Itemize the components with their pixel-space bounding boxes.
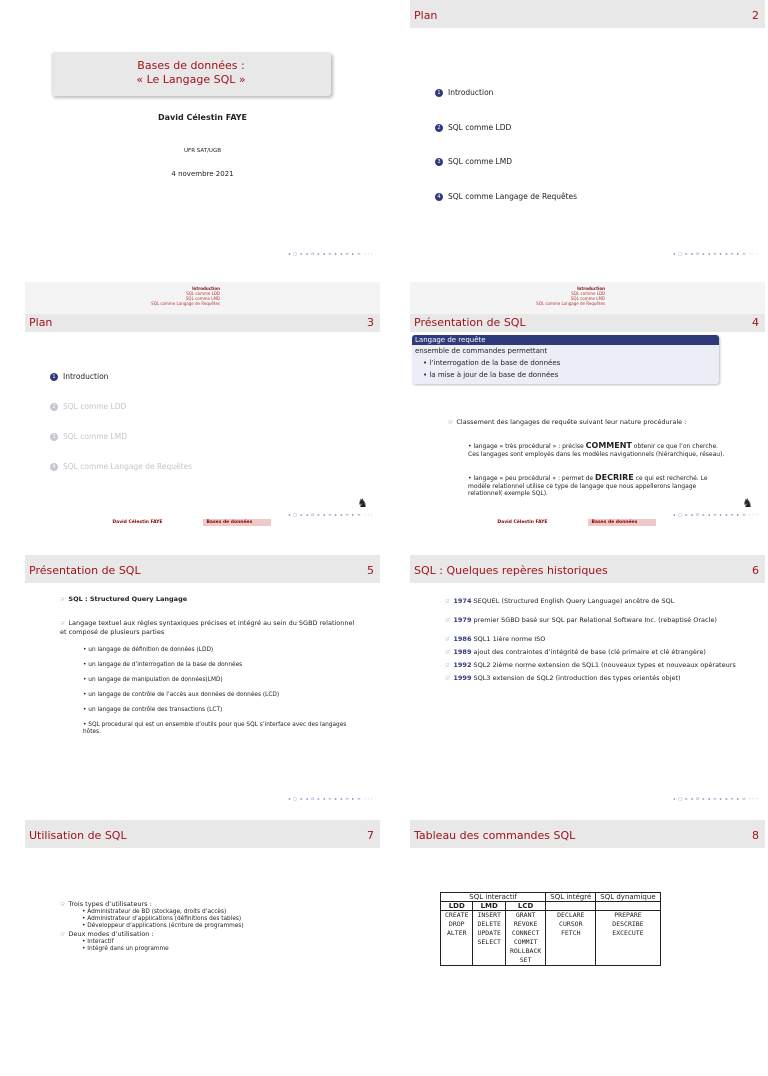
header-interactif: SQL interactif <box>441 893 546 902</box>
pointing-hand-icon: ☞ <box>448 419 454 426</box>
frame-number: 4 <box>752 316 759 329</box>
list-item: • Intégré dans un programme <box>82 946 169 952</box>
toc-item[interactable]: 2 SQL comme LDD <box>435 123 511 132</box>
list <box>60 909 360 930</box>
commands-table <box>440 892 661 966</box>
frame-title-bar <box>25 820 380 848</box>
frame-title: Présentation de SQL <box>29 564 141 577</box>
bullet-icon: 1 <box>435 89 443 97</box>
footer-author: David Célestin FAYE <box>497 520 548 525</box>
header-ldd: LDD <box>441 902 473 911</box>
pointing-hand-icon: ☞ <box>445 636 451 643</box>
para: ☞ Langage textuel aux règles syntaxiques précises et intégré au sein du SGBD relationnel et composé de plusieurs parties <box>60 619 355 636</box>
bullet-icon: 3 <box>50 433 58 441</box>
pointing-hand-icon: ☞ <box>60 620 66 627</box>
frame-title-bar <box>410 820 765 848</box>
list-item: • un langage de définition de données (LDD) <box>83 647 214 653</box>
slide-1 <box>25 0 380 256</box>
pointing-hand-icon: ☞ <box>60 901 66 908</box>
cell-lmd: INSERT DELETE UPDATE SELECT <box>473 911 505 966</box>
block-title: Langage de requête <box>412 335 719 345</box>
cell-integre: DECLARE CURSOR FETCH <box>546 911 596 966</box>
author: David Célestin FAYE <box>157 113 247 122</box>
list <box>83 647 353 736</box>
timeline-item: ☞ 1999 SQL3 extension de SQL2 (introduction des types orientés objet) <box>445 674 681 682</box>
bullet-icon: 3 <box>435 158 443 166</box>
pointing-hand-icon: ☞ <box>445 662 451 669</box>
para: ☞ Deux modes d’utilisation : <box>60 930 154 938</box>
beamer-nav[interactable]: ◂ ▢ ▸ ◂ ⊡ ▸ ◂ ≡ ▸ ◂ ≡ ▸ ≡ ◦◦◦ <box>673 251 759 256</box>
frame-title: Présentation de SQL <box>414 316 526 329</box>
frame-title: Utilisation de SQL <box>29 829 127 842</box>
frame-number: 8 <box>752 829 759 842</box>
block-line: ensemble de commandes permettant <box>415 347 548 355</box>
timeline-item: ☞ 1986 SQL1 1ière norme ISO <box>445 635 546 643</box>
pointing-hand-icon: ☞ <box>445 617 451 624</box>
item-procedural: • langage « très procédural » : précise COMMENT obtenir ce que l’on cherche. Ces langages sont employés dans les modèles navigationnels (hiérarchique, réseau). <box>468 441 725 458</box>
item-peu-procedural: • langage « peu procédural » : permet de DECRIRE ce qui est recherché. Le modèle relationnel utilise ce type de langage que nous appellerons langage relationnel( exemple SQL). <box>468 473 708 497</box>
toc-item[interactable]: 4 SQL comme Langage de Requêtes <box>50 462 192 471</box>
footer <box>25 519 380 527</box>
frame-number: 7 <box>367 829 374 842</box>
slide-4 <box>410 282 765 538</box>
list <box>60 939 360 953</box>
toc-item[interactable]: 3 SQL comme LMD <box>50 432 127 441</box>
bullet-icon: 2 <box>435 124 443 132</box>
frame-title: Plan <box>414 9 438 22</box>
para-classement: ☞ Classement des langages de requête suivant leur nature procédurale : <box>448 418 687 426</box>
frame-number: 3 <box>367 316 374 329</box>
timeline <box>445 597 745 683</box>
footer <box>410 519 765 527</box>
timeline-item: ☞ 1992 SQL2 2ième norme extension de SQL1 (nouveaux types et nouveaux opérateurs <box>445 661 736 669</box>
toc-item[interactable]: 1 Introduction <box>435 88 493 97</box>
list-item: • un langage de contrôle de l’accès aux données de données (LCD) <box>83 692 280 698</box>
beamer-nav[interactable]: ◂ ▢ ▸ ◂ ⊡ ▸ ◂ ≡ ▸ ◂ ≡ ▸ ≡ ◦◦◦ <box>288 796 374 801</box>
section-navigation: Introduction SQL comme LDD SQL comme LMD SQL comme Langage de Requêtes <box>25 282 380 314</box>
slide-8 <box>410 820 765 1076</box>
bullet-icon: 2 <box>50 403 58 411</box>
institution: UFR SAT/UGB <box>184 148 221 154</box>
header-dynamique: SQL dynamique <box>596 893 660 902</box>
heading: ☞ SQL : Structured Query Langage <box>60 595 188 603</box>
list-item: • Administrateur de BD (stockage, droits d’accès) <box>82 909 227 915</box>
pointing-hand-icon: ☞ <box>445 675 451 682</box>
bullet-icon: 1 <box>50 373 58 381</box>
slide-2 <box>410 0 765 256</box>
beamer-nav[interactable]: ◂ ▢ ▸ ◂ ⊡ ▸ ◂ ≡ ▸ ◂ ≡ ▸ ≡ ◦◦◦ <box>673 796 759 801</box>
frame-number: 2 <box>752 9 759 22</box>
definition-block <box>412 335 719 384</box>
list-item: • Administrateur d’applications (définitions des tables) <box>82 916 242 922</box>
beamer-nav[interactable]: ◂ ▢ ▸ ◂ ⊡ ▸ ◂ ≡ ▸ ◂ ≡ ▸ ≡ ◦◦◦ <box>288 251 374 256</box>
bullet-icon: 4 <box>435 193 443 201</box>
slide-7 <box>25 820 380 1076</box>
frame-title: Tableau des commandes SQL <box>414 829 576 842</box>
pointing-hand-icon: ☞ <box>445 649 451 656</box>
timeline-item: ☞ 1974 SEQUEL (Structured English Query Language) ancêtre de SQL <box>445 597 675 605</box>
pointing-hand-icon: ☞ <box>445 598 451 605</box>
title-box <box>51 52 331 96</box>
list-item: • SQL procedural qui est un ensemble d’outils pour que SQL s’interface avec des langages hôtes. <box>83 722 347 735</box>
block-item: • la mise à jour de la base de données <box>423 371 559 379</box>
frame-number: 6 <box>752 564 759 577</box>
logo-icon: ♞ <box>742 496 753 510</box>
cell-dynamique: PREPARE DESCRIBE EXCECUTE <box>596 911 660 966</box>
slide-5 <box>25 555 380 811</box>
list-item: • un langage de contrôle des transactions (LCT) <box>83 707 223 713</box>
pointing-hand-icon: ☞ <box>60 596 66 603</box>
list-item: • Développeur d’applications (écriture de programmes) <box>82 923 244 929</box>
footer-title: Bases de données <box>588 519 656 526</box>
frame-title-bar <box>410 314 765 332</box>
usage <box>60 900 360 953</box>
frame-title: SQL : Quelques repères historiques <box>414 564 608 577</box>
title-line-1: Bases de données : <box>137 59 245 72</box>
logo-icon: ♞ <box>357 496 368 510</box>
bullet-icon: 4 <box>50 463 58 471</box>
slide-6 <box>410 555 765 811</box>
list-item: • un langage de d’interrogation de la base de données <box>83 662 243 668</box>
frame-title-bar <box>25 314 380 332</box>
toc-item[interactable]: 1 Introduction <box>50 372 108 381</box>
title-line-2: « Le Langage SQL » <box>136 73 246 86</box>
header-integre: SQL intégré <box>546 893 596 902</box>
cell-ldd: CREATE DROP ALTER <box>441 911 473 966</box>
frame-title-bar <box>410 555 765 583</box>
frame-number: 5 <box>367 564 374 577</box>
cell-lcd: GRANT REVOKE CONNECT COMMIT ROLLBACK SET <box>505 911 545 966</box>
pointing-hand-icon: ☞ <box>60 931 66 938</box>
timeline-item: ☞ 1979 premier SGBD basé sur SQL par Relational Software Inc. (rebaptisé Oracle) <box>445 616 717 624</box>
frame-title-bar <box>410 0 765 28</box>
toc-item[interactable]: 2 SQL comme LDD <box>50 402 126 411</box>
section-navigation: Introduction SQL comme LDD SQL comme LMD SQL comme Langage de Requêtes <box>410 282 765 314</box>
para: ☞ Trois types d’utilisateurs : <box>60 900 152 908</box>
toc-item[interactable]: 4 SQL comme Langage de Requêtes <box>435 192 577 201</box>
list-item: • Interactif <box>82 939 114 945</box>
header-lmd: LMD <box>473 902 505 911</box>
frame-title: Plan <box>29 316 53 329</box>
timeline-item: ☞ 1989 ajout des contraintes d’intégrité de base (clé primaire et clé étrangère) <box>445 648 706 656</box>
footer-author: David Célestin FAYE <box>112 520 163 525</box>
beamer-nav[interactable]: ◂ ▢ ▸ ◂ ⊡ ▸ ◂ ≡ ▸ ◂ ≡ ▸ ≡ ◦◦◦ <box>673 512 759 517</box>
list-item: • un langage de manipulation de données(LMD) <box>83 677 223 683</box>
footer-title: Bases de données <box>203 519 271 526</box>
toc-item[interactable]: 3 SQL comme LMD <box>435 157 512 166</box>
header-lcd: LCD <box>505 902 545 911</box>
date: 4 novembre 2021 <box>171 170 234 178</box>
frame-title-bar <box>25 555 380 583</box>
block-item: • l’interrogation de la base de données <box>423 359 561 367</box>
slide-3 <box>25 282 380 538</box>
beamer-nav[interactable]: ◂ ▢ ▸ ◂ ⊡ ▸ ◂ ≡ ▸ ◂ ≡ ▸ ≡ ◦◦◦ <box>288 512 374 517</box>
